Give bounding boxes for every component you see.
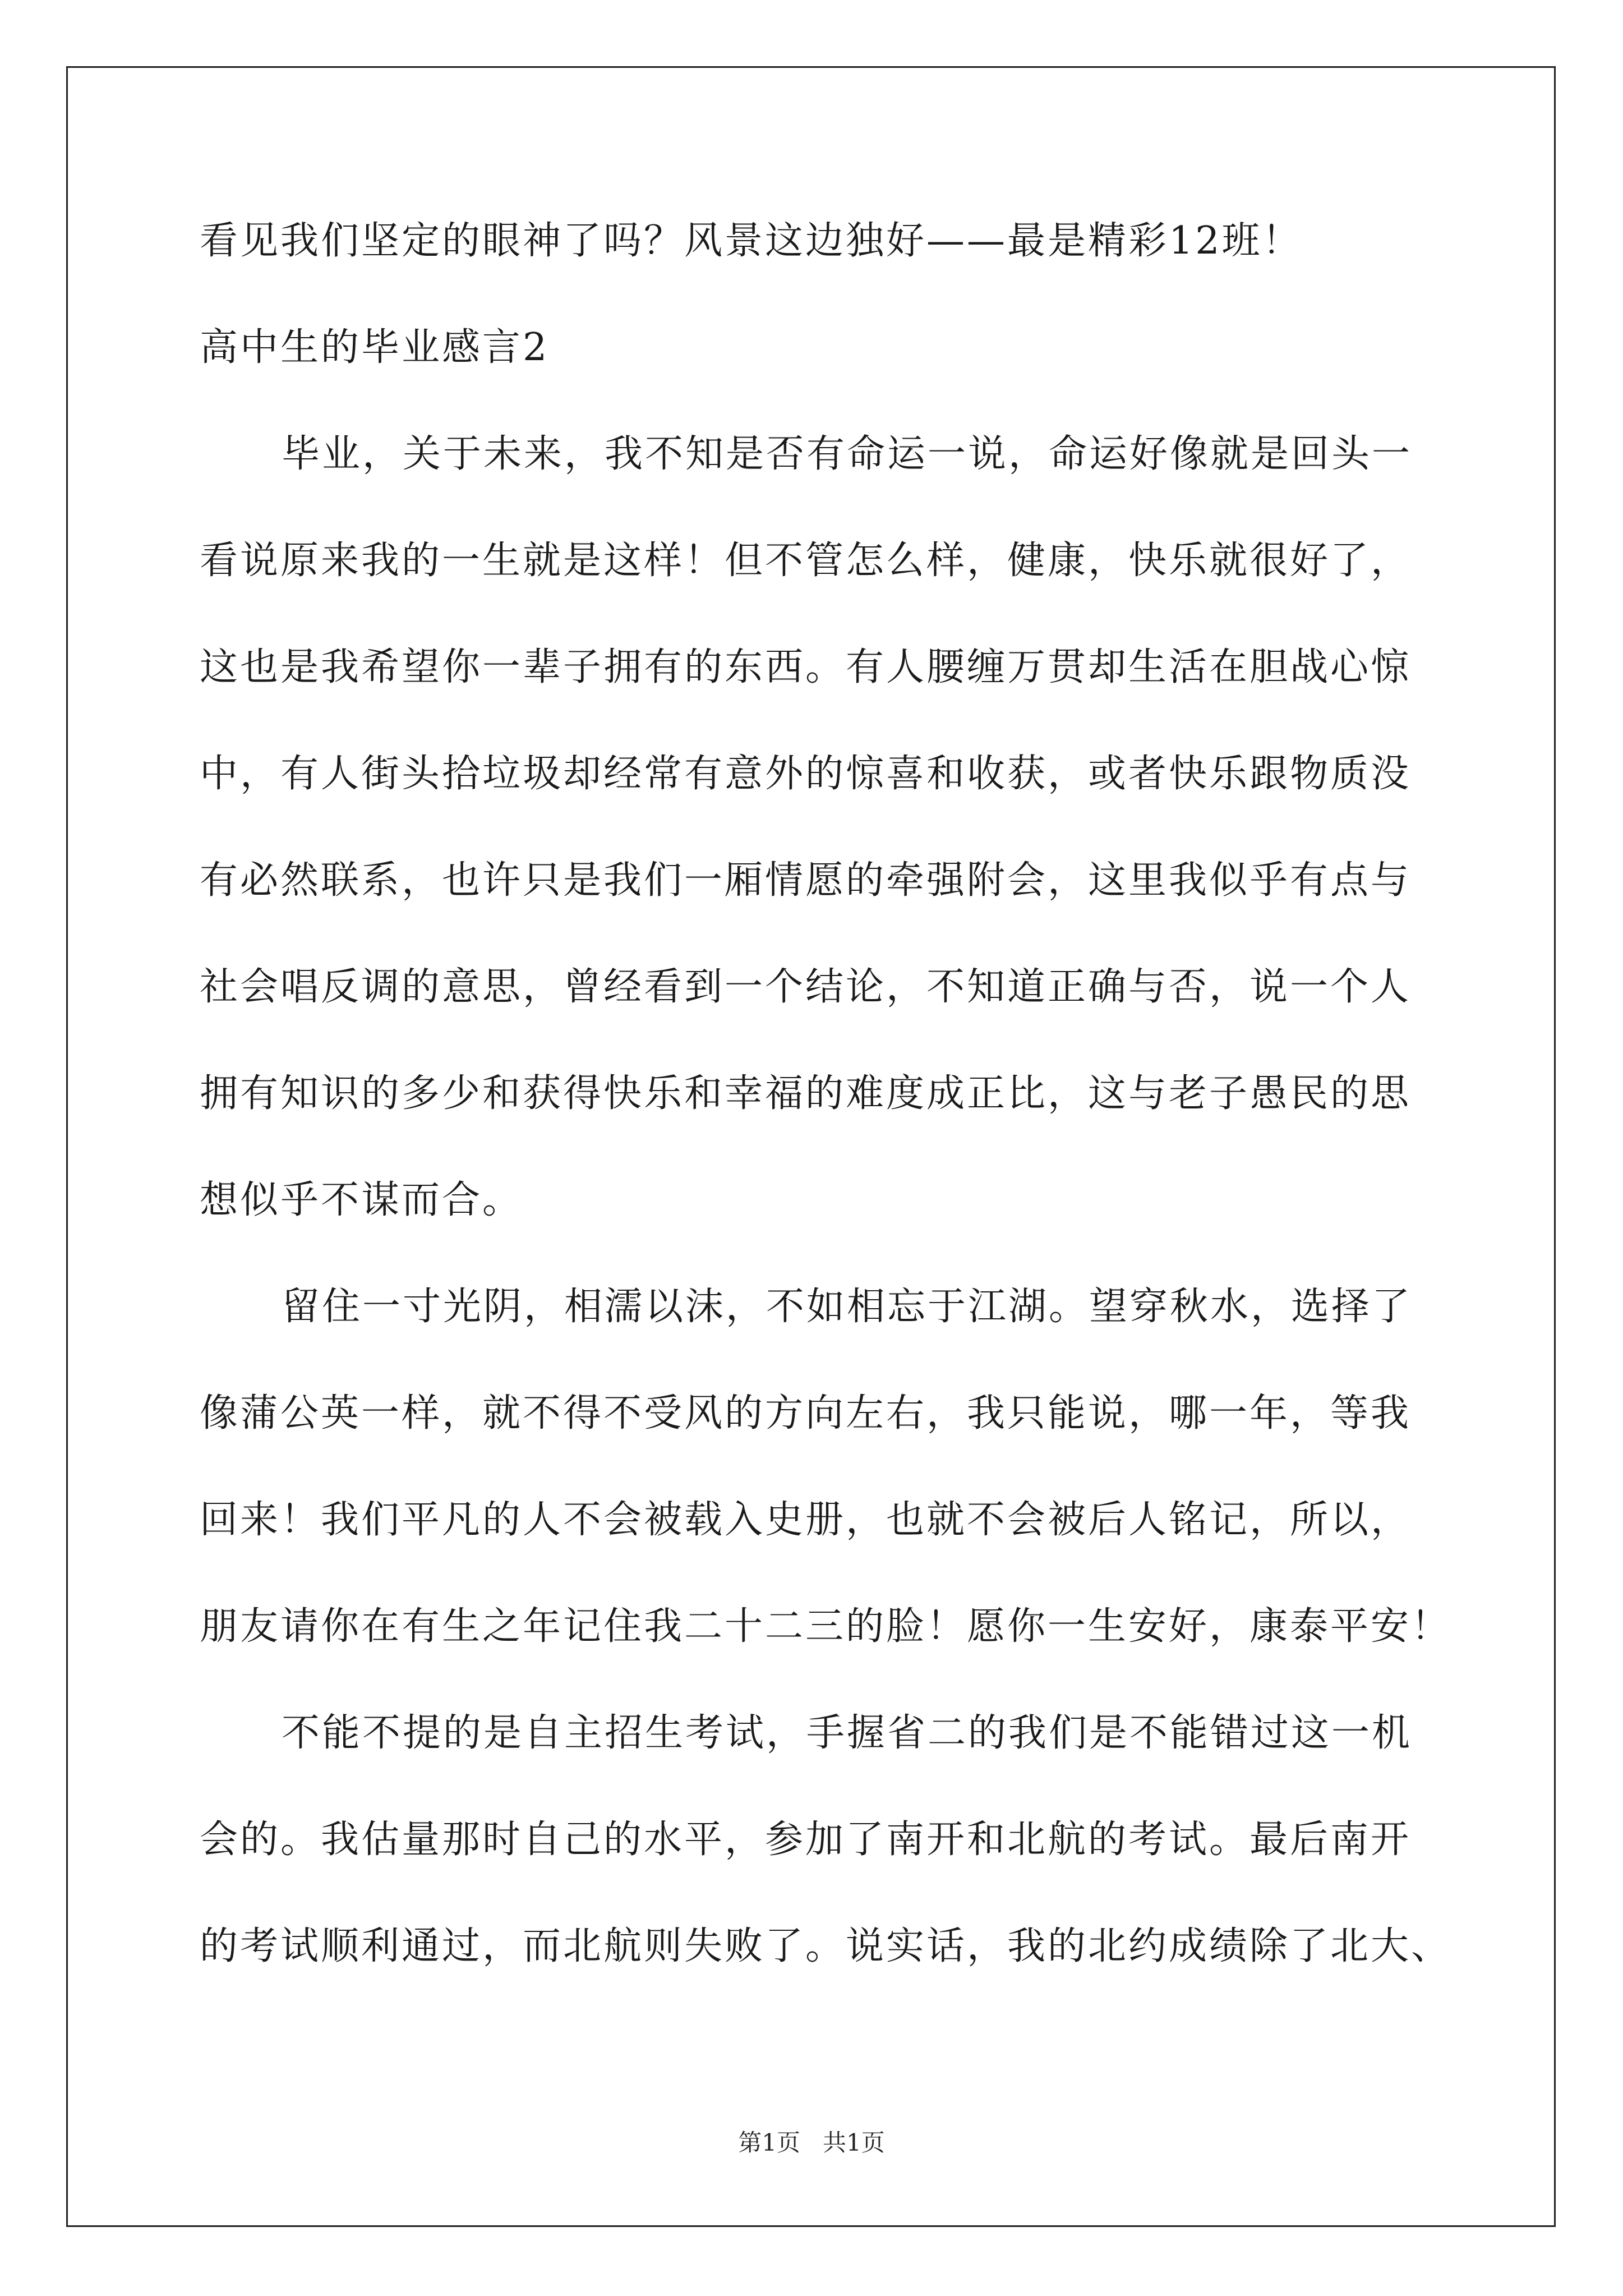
page-footer: 第1页 共1页 bbox=[738, 2129, 885, 2156]
text-line: 不能不提的是自主招生考试，手握省二的我们是不能错过这一机 bbox=[282, 1711, 1413, 1755]
text-line: 有必然联系，也许只是我们一厢情愿的牵强附会，这里我似乎有点与 bbox=[200, 858, 1412, 903]
text-line: 社会唱反调的意思，曾经看到一个结论，不知道正确与否，说一个人 bbox=[200, 965, 1412, 1009]
text-line: 回来！我们平凡的人不会被载入史册，也就不会被后人铭记，所以， bbox=[200, 1498, 1412, 1542]
text-line: 的考试顺利通过，而北航则失败了。说实话，我的北约成绩除了北大、 bbox=[200, 1924, 1452, 1968]
text-line: 像蒲公英一样，就不得不受风的方向左右，我只能说，哪一年，等我 bbox=[200, 1391, 1412, 1435]
text-line: 会的。我估量那时自己的水平，参加了南开和北航的考试。最后南开 bbox=[200, 1818, 1412, 1862]
text-line: 朋友请你在有生之年记住我二十二三的脸！愿你一生安好，康泰平安！ bbox=[200, 1604, 1452, 1649]
document-body bbox=[200, 213, 1452, 2025]
paragraph-3 bbox=[200, 1705, 1452, 1975]
text-line: 想似乎不谋而合。 bbox=[200, 1178, 523, 1222]
text-line: 毕业，关于未来，我不知是否有命运一说，命运好像就是回头一 bbox=[282, 432, 1413, 476]
text-line: 拥有知识的多少和获得快乐和幸福的难度成正比，这与老子愚民的思 bbox=[200, 1071, 1412, 1116]
text-line: 看见我们坚定的眼神了吗？风景这边独好——最是精彩12班！ bbox=[200, 219, 1303, 263]
text-line: 这也是我希望你一辈子拥有的东西。有人腰缠万贯却生活在胆战心惊 bbox=[200, 645, 1412, 689]
paragraph-2 bbox=[200, 1279, 1452, 1655]
paragraph-1 bbox=[200, 426, 1439, 1228]
text-line: 留住一寸光阴，相濡以沫，不如相忘于江湖。望穿秋水，选择了 bbox=[282, 1285, 1413, 1329]
text-line: 中，有人街头拾垃圾却经常有意外的惊喜和收获，或者快乐跟物质没 bbox=[200, 752, 1412, 796]
section-heading: 高中生的毕业感言2 bbox=[200, 325, 550, 370]
text-line: 看说原来我的一生就是这样！但不管怎么样，健康，快乐就很好了， bbox=[200, 539, 1412, 583]
